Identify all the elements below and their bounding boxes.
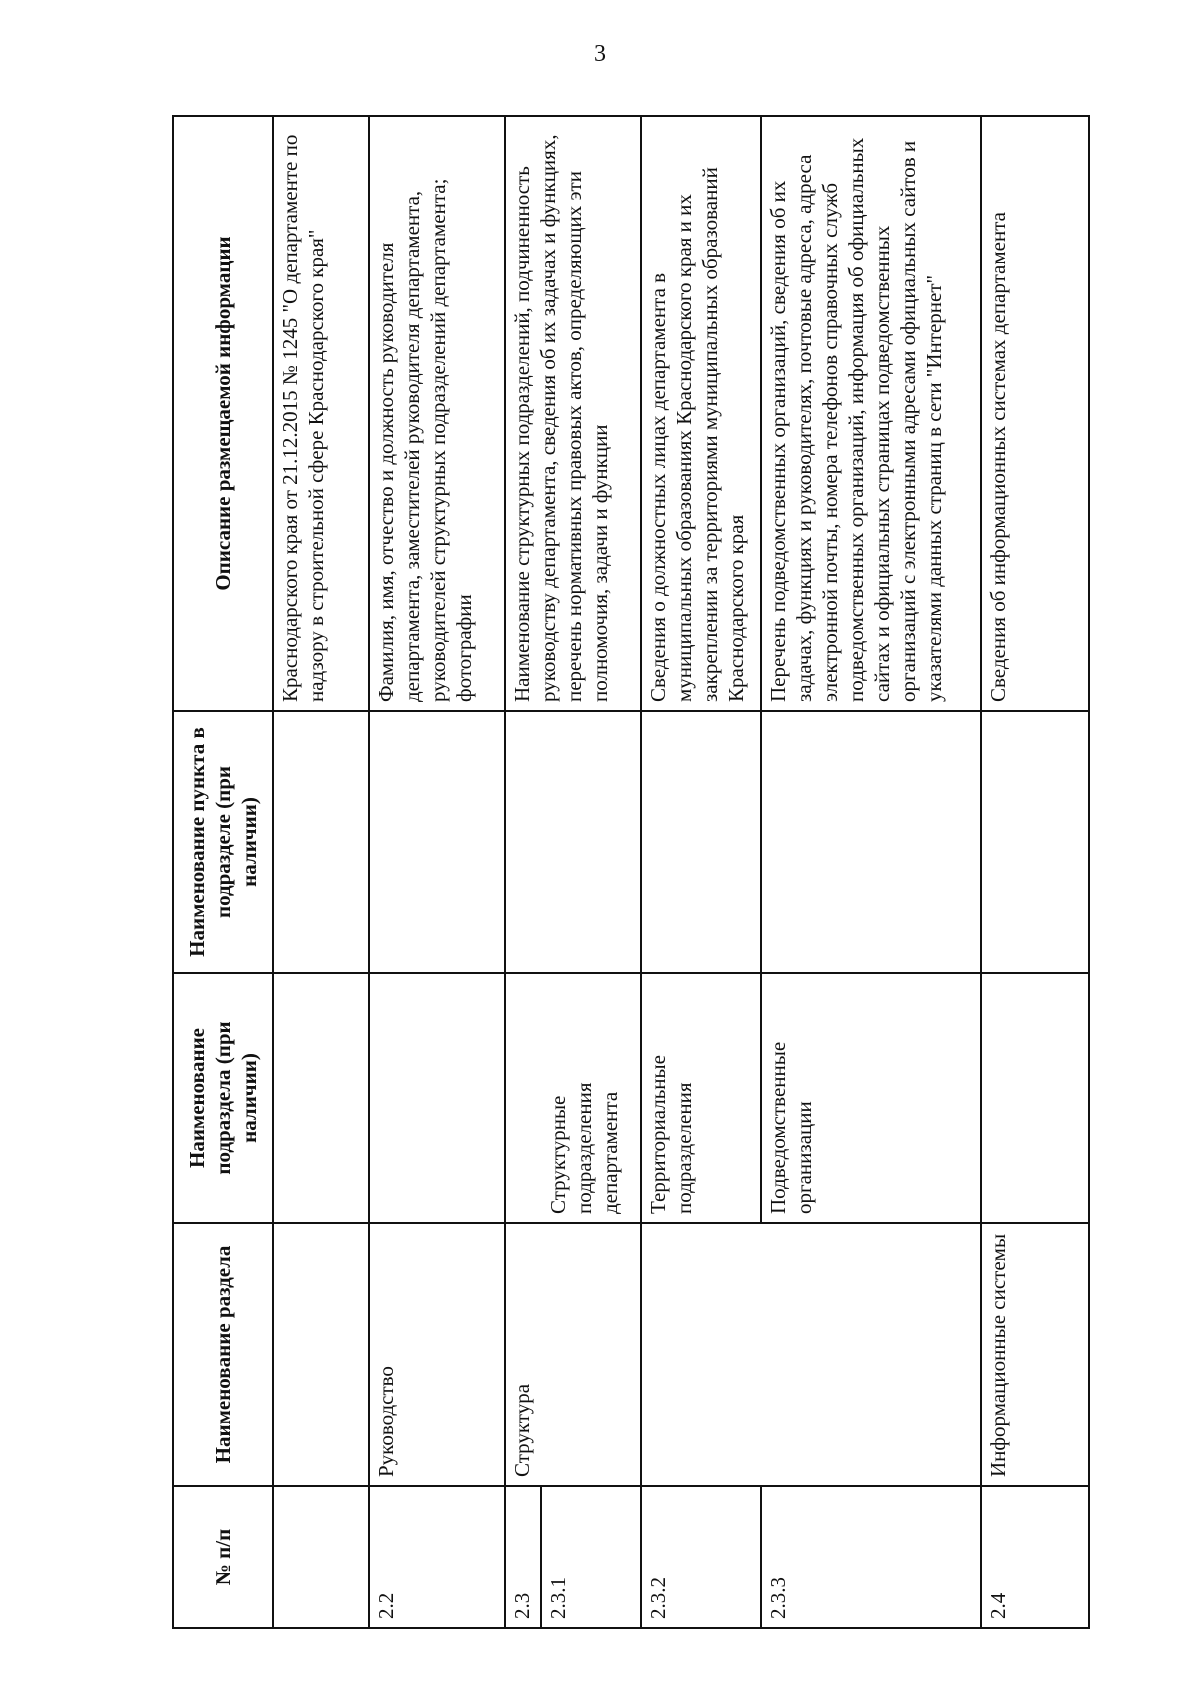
table-row [641,116,761,1628]
rotated-table-container [172,117,1088,1629]
table-row [273,116,369,1628]
cell-item [505,711,641,973]
cell-section [273,1223,369,1486]
table-row [981,116,1089,1628]
table-row [761,116,981,1628]
cell-subsection: Территориальные подразделения [641,973,761,1223]
cell-section: Структура [505,1223,641,1486]
table-row [369,116,505,1628]
cell-description: Краснодарского края от 21.12.2015 № 1245 "О департаменте по надзору в строительной сфере Краснодарского края" [273,116,369,711]
header-row [173,116,273,1628]
page-number: 3 [594,41,606,67]
cell-num: 2.4 [981,1486,1089,1628]
cell-num [505,1486,641,1628]
header-description: Описание размещаемой информации [173,116,273,711]
cell-item [981,711,1089,973]
cell-item [369,711,505,973]
header-item: Наименование пункта в подразделе (при наличии) [173,711,273,973]
cell-num-2-3: 2.3 [506,1487,542,1627]
cell-num [273,1486,369,1628]
cell-description: Сведения о должностных лицах департамента в муниципальных образованиях Краснодарского края и их закреплении за территориями муниципальных образований Краснодарского края [641,116,761,711]
cell-section [761,1223,981,1486]
cell-item [641,711,761,973]
cell-num-2-3-1: 2.3.1 [546,1577,570,1619]
information-register-table [172,115,1090,1629]
subsection-label: Структурные подразделения департамента [546,1082,622,1214]
cell-num: 2.2 [369,1486,505,1628]
cell-section: Информационные системы [981,1223,1089,1486]
header-subsection: Наименование подраздела (при наличии) [173,973,273,1223]
cell-subsection [505,973,641,1223]
cell-section [641,1223,761,1486]
cell-description: Наименование структурных подразделений, подчиненность руководству департамента, сведения об их задачах и функциях, перечень нормативных правовых актов, определяющих эти полномочия, задачи и функции [505,116,641,711]
cell-subsection: Подведомственные организации [761,973,981,1223]
cell-item [761,711,981,973]
cell-description: Перечень подведомственных организаций, сведения об их задачах, функциях и руководителях, почтовые адреса, адреса электронной почты, номера телефонов справочных служб подведомственных организаций, информация об официальных сайтах и официальных страницах подведомственных организаций с электронными адресами официальных сайтов и указателями данных страниц в сети "Интернет" [761,116,981,711]
header-num: № п/п [173,1486,273,1628]
cell-subsection [273,973,369,1223]
cell-subsection [981,973,1089,1223]
cell-description: Сведения об информационных системах департамента [981,116,1089,711]
cell-description: Фамилия, имя, отчество и должность руководителя департамента, заместителей руководителя департамента, руководителей структурных подразделений департамента; фотографии [369,116,505,711]
cell-section: Руководство [369,1223,505,1486]
cell-item [273,711,369,973]
cell-subsection [369,973,505,1223]
header-section: Наименование раздела [173,1223,273,1486]
table-row [505,116,641,1628]
cell-num: 2.3.3 [761,1486,981,1628]
cell-num: 2.3.2 [641,1486,761,1628]
